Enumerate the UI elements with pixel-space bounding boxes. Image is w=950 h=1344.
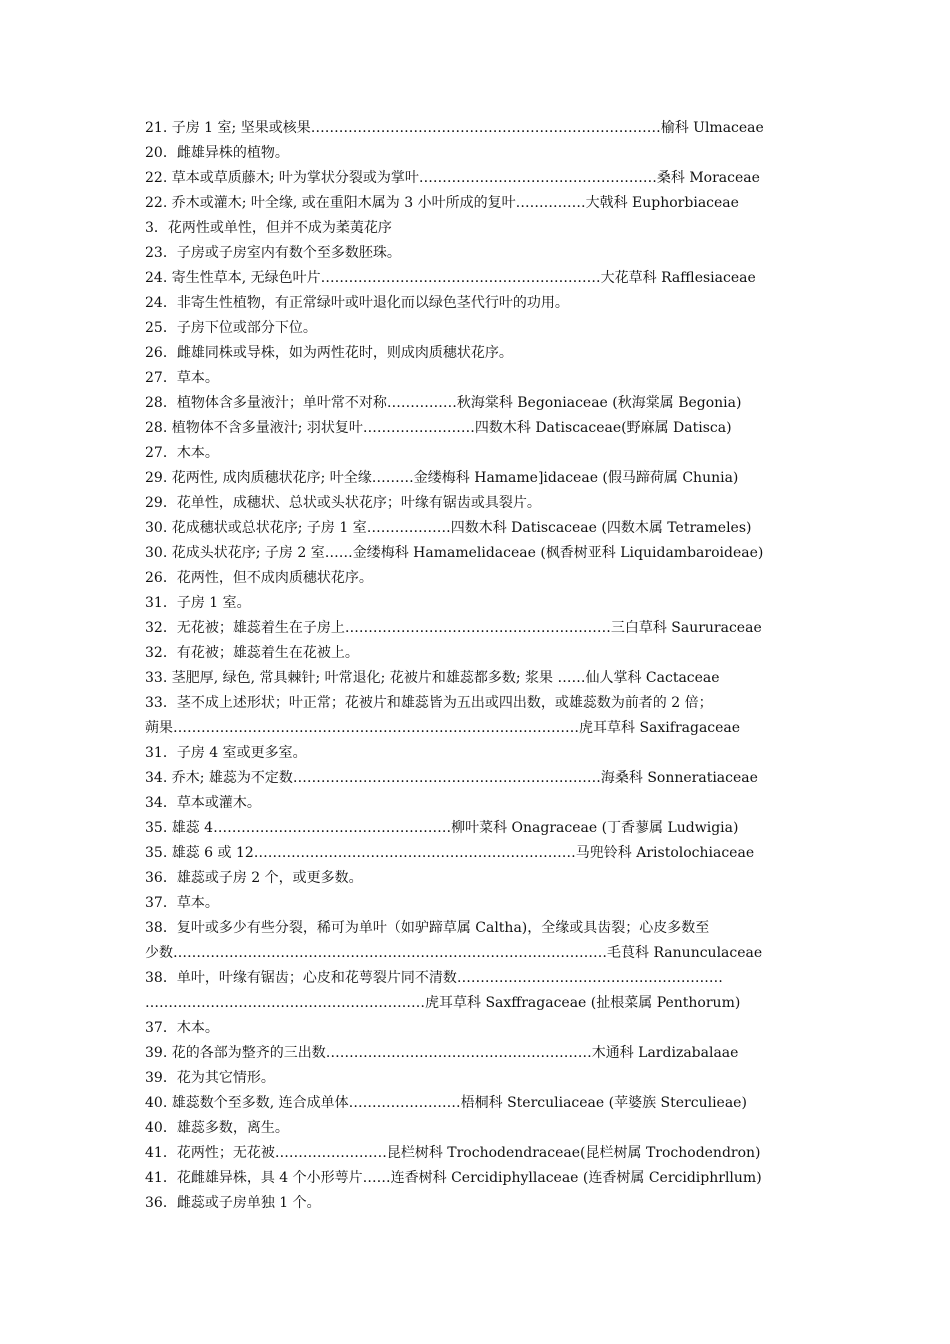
text-line: 37．草本。 bbox=[145, 895, 219, 911]
text-line: 40. 雄蕊数个至多数, 连合成单体……………………梧桐科 Sterculiaceae (苹婆族 Sterculieae) bbox=[145, 1095, 747, 1111]
text-line: ……………………………………………………虎耳草科 Saxffragaceae (扯根菜属 Penthorum) bbox=[145, 995, 741, 1011]
text-line: 39．花为其它情形。 bbox=[145, 1070, 275, 1086]
text-line: 30. 花成头状花序; 子房 2 室……金缕梅科 Hamamelidaceae (枫香树亚科 Liquidambaroideae) bbox=[145, 545, 764, 561]
text-line: 29．花单性，成穗状、总状或头状花序；叶缘有锯齿或具裂片。 bbox=[145, 495, 541, 511]
text-line: 少数…………………………………………………………………………………毛茛科 Ranunculaceae bbox=[145, 945, 763, 961]
text-line: 41．花雌雄异株，具 4 个小形萼片……连香树科 Cercidiphyllaceae (连香树属 Cercidiphrllum) bbox=[145, 1170, 762, 1186]
text-line: 3．花两性或单性，但并不成为葇荑花序 bbox=[145, 220, 392, 236]
text-line: 30. 花成穗状或总状花序; 子房 1 室………………四数木科 Datiscaceae (四数木属 Tetrameles) bbox=[145, 520, 752, 536]
text-line: 41．花两性；无花被……………………昆栏树科 Trochodendraceae(昆栏树属 Trochodendron) bbox=[145, 1145, 761, 1161]
text-line: 35. 雄蕊 6 或 12……………………………………………………………马兜铃科 Aristolochiaceae bbox=[145, 845, 755, 861]
text-line: 蒴果……………………………………………………………………………虎耳草科 Saxifragaceae bbox=[145, 720, 741, 736]
text-line: 20．雌雄异株的植物。 bbox=[145, 145, 289, 161]
text-line: 31．子房 4 室或更多室。 bbox=[145, 745, 307, 761]
text-line: 26．雌雄同株或导株，如为两性花时，则成肉质穗状花序。 bbox=[145, 345, 513, 361]
text-line: 21. 子房 1 室; 坚果或核果…………………………………………………………………榆科 Ulmaceae bbox=[145, 120, 764, 136]
text-line: 39. 花的各部为整齐的三出数…………………………………………………木通科 Lardizabalaae bbox=[145, 1045, 739, 1061]
text-line: 36．雄蕊或子房 2 个，或更多数。 bbox=[145, 870, 363, 886]
text-line: 29. 花两性, 成肉质穗状花序; 叶全缘………金缕梅科 Hamame]idaceae (假马蹄荷属 Chunia) bbox=[145, 470, 739, 486]
text-line: 27．草本。 bbox=[145, 370, 219, 386]
text-line: 33．茎不成上述形状；叶正常；花被片和雄蕊皆为五出或四出数，或雄蕊数为前者的 2 倍； bbox=[145, 695, 713, 711]
text-line: 26．花两性，但不成肉质穗状花序。 bbox=[145, 570, 373, 586]
document-body bbox=[145, 116, 807, 1216]
text-line: 28．植物体含多量液汁；单叶常不对称……………秋海棠科 Begoniaceae (秋海棠属 Begonia) bbox=[145, 395, 742, 411]
text-line: 22. 乔木或灌木; 叶全缘, 或在重阳木属为 3 小叶所成的复叶……………大戟科 Euphorbiaceae bbox=[145, 195, 739, 211]
text-line: 31．子房 1 室。 bbox=[145, 595, 251, 611]
text-line: 28. 植物体不含多量液汁; 羽状复叶……………………四数木科 Datiscaceae(野麻属 Datisca) bbox=[145, 420, 732, 436]
text-line: 34. 乔木; 雄蕊为不定数…………………………………………………………海桑科 Sonneratiaceae bbox=[145, 770, 758, 786]
text-line: 32．有花被；雄蕊着生在花被上。 bbox=[145, 645, 359, 661]
text-line: 33. 茎肥厚, 绿色, 常具棘针; 叶常退化; 花被片和雄蕊都多数; 浆果 ……仙人掌科 Cactaceae bbox=[145, 670, 720, 686]
text-line: 38．复叶或多少有些分裂，稀可为单叶（如驴蹄草属 Caltha)，全缘或具齿裂；心皮多数至 bbox=[145, 920, 710, 936]
text-line: 24. 寄生性草本, 无绿色叶片……………………………………………………大花草科 Rafflesiaceae bbox=[145, 270, 756, 286]
text-line: 27．木本。 bbox=[145, 445, 219, 461]
text-line: 38．单叶，叶缘有锯齿；心皮和花萼裂片同不清数………………………………………………… bbox=[145, 970, 723, 986]
text-line: 23．子房或子房室内有数个至多数胚珠。 bbox=[145, 245, 401, 261]
text-line: 25．子房下位或部分下位。 bbox=[145, 320, 317, 336]
text-line: 36．雌蕊或子房单独 1 个。 bbox=[145, 1195, 321, 1211]
text-line: 40．雄蕊多数，离生。 bbox=[145, 1120, 289, 1136]
text-line: 24．非寄生性植物，有正常绿叶或叶退化而以绿色茎代行叶的功用。 bbox=[145, 295, 569, 311]
text-line: 22. 草本或草质藤木; 叶为掌状分裂或为掌叶……………………………………………桑科 Moraceae bbox=[145, 170, 760, 186]
text-line: 34．草本或灌木。 bbox=[145, 795, 261, 811]
text-line: 35. 雄蕊 4……………………………………………柳叶菜科 Onagraceae (丁香蓼属 Ludwigia) bbox=[145, 820, 739, 836]
text-line: 37．木本。 bbox=[145, 1020, 219, 1036]
text-line: 32．无花被；雄蕊着生在子房上…………………………………………………三白草科 Saururaceae bbox=[145, 620, 762, 636]
